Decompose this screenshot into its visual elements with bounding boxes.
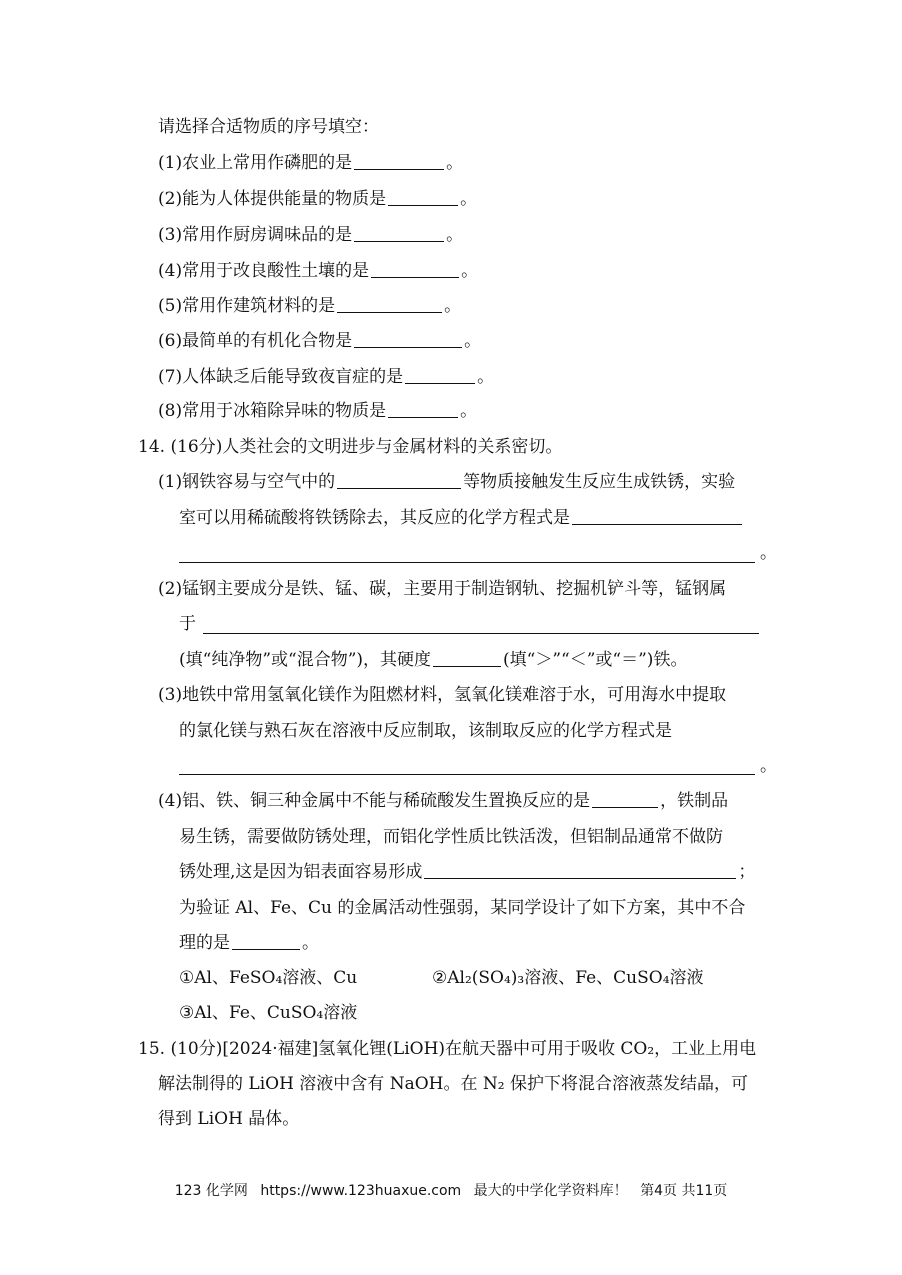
answer-blank[interactable] bbox=[388, 401, 458, 418]
footer-slogan: 最大的中学化学资料库！ bbox=[473, 1183, 628, 1199]
equation-blank[interactable] bbox=[179, 758, 755, 775]
q15-line1: 15. (10分)[2024·福建]氢氧化锂(LiOH)在航天器中可用于吸收 CO₂，工业上用电 bbox=[138, 1039, 757, 1059]
answer-blank[interactable] bbox=[354, 225, 444, 242]
intro-text: 请选择合适物质的序号填空： bbox=[158, 117, 379, 137]
answer-blank[interactable] bbox=[572, 508, 742, 525]
q14-part4-line4: 为验证 Al、Fe、Cu 的金属活动性强弱，某同学设计了如下方案，其中不合 bbox=[179, 898, 746, 918]
option-1: ①Al、FeSO₄溶液、Cu bbox=[179, 968, 358, 988]
option-3: ③Al、Fe、CuSO₄溶液 bbox=[179, 1003, 358, 1023]
answer-blank[interactable] bbox=[232, 933, 300, 950]
q13-item-5: (5)常用作建筑材料的是 。 bbox=[158, 296, 462, 316]
page-footer bbox=[0, 1180, 902, 1200]
q13-item-7: (7)人体缺乏后能导致夜盲症的是 。 bbox=[158, 367, 495, 387]
option-2: ②Al₂(SO₄)₃溶液、Fe、CuSO₄溶液 bbox=[432, 968, 704, 988]
q14-part1-line2: 室可以用稀硫酸将铁锈除去，其反应的化学方程式是 bbox=[179, 507, 744, 529]
footer-site: 123 化学网 bbox=[174, 1183, 248, 1199]
q14-part2-line3: (填“纯净物”或“混合物”)，其硬度 (填“＞”“＜”或“＝”)铁。 bbox=[179, 650, 688, 670]
answer-blank[interactable] bbox=[354, 331, 462, 348]
q14-part2-line1: (2)锰钢主要成分是铁、锰、碳，主要用于制造钢轨、挖掘机铲斗等，锰钢属 bbox=[158, 579, 727, 599]
period: 。 bbox=[760, 756, 777, 776]
q13-item-1: (1)农业上常用作磷肥的是 。 bbox=[158, 153, 464, 173]
q14-part4-line3: 锈处理,这是因为铝表面容易形成 ； bbox=[179, 862, 756, 882]
q13-item-2: (2)能为人体提供能量的物质是 。 bbox=[158, 189, 478, 209]
answer-blank[interactable] bbox=[337, 296, 442, 313]
q14-part3-line2: 的氯化镁与熟石灰在溶液中反应制取，该制取反应的化学方程式是 bbox=[179, 721, 672, 741]
answer-blank[interactable] bbox=[337, 472, 461, 489]
period: 。 bbox=[760, 543, 777, 563]
q13-item-8: (8)常用于冰箱除异味的物质是 。 bbox=[158, 401, 478, 421]
answer-blank[interactable] bbox=[592, 791, 658, 808]
footer-url[interactable]: https://www.123huaxue.com bbox=[260, 1183, 462, 1199]
answer-blank[interactable] bbox=[433, 650, 501, 667]
q14-part4-line2: 易生锈，需要做防锈处理，而铝化学性质比铁活泼，但铝制品通常不做防 bbox=[179, 827, 723, 847]
answer-blank[interactable] bbox=[388, 189, 458, 206]
q15-line2: 解法制得的 LiOH 溶液中含有 NaOH。在 N₂ 保护下将混合溶液蒸发结晶，可 bbox=[158, 1074, 748, 1094]
q14-part4-line5: 理的是 。 bbox=[179, 933, 319, 953]
answer-blank[interactable] bbox=[405, 367, 475, 384]
equation-blank[interactable] bbox=[179, 546, 755, 563]
q13-item-4: (4)常用于改良酸性土壤的是 。 bbox=[158, 261, 479, 281]
q14-header: 14. (16分)人类社会的文明进步与金属材料的关系密切。 bbox=[138, 437, 563, 457]
answer-blank[interactable] bbox=[203, 617, 759, 634]
q13-item-3: (3)常用作厨房调味品的是 。 bbox=[158, 225, 464, 245]
q14-part1-line1: (1)钢铁容易与空气中的 等物质接触发生反应生成铁锈，实验 bbox=[158, 472, 736, 492]
q14-part4-line1: (4)铝、铁、铜三种金属中不能与稀硫酸发生置换反应的是 ，铁制品 bbox=[158, 791, 729, 811]
q14-part2-line2: 于 bbox=[179, 614, 196, 634]
answer-blank[interactable] bbox=[371, 261, 459, 278]
footer-page-number: 第4页 共11页 bbox=[640, 1183, 728, 1199]
answer-blank[interactable] bbox=[354, 153, 444, 170]
answer-blank[interactable] bbox=[424, 862, 736, 879]
q13-item-6: (6)最简单的有机化合物是 。 bbox=[158, 331, 482, 351]
q14-part3-line1: (3)地铁中常用氢氧化镁作为阻燃材料，氢氧化镁难溶于水，可用海水中提取 bbox=[158, 685, 727, 705]
q15-line3: 得到 LiOH 晶体。 bbox=[158, 1109, 300, 1129]
